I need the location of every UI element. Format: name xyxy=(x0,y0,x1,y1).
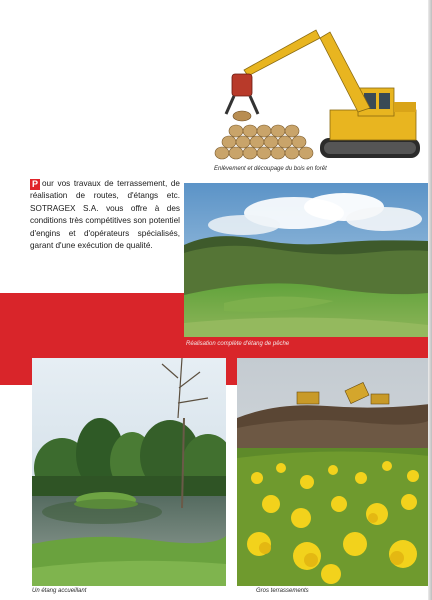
pond-caption: Un étang accueillant xyxy=(32,588,87,594)
intro-paragraph xyxy=(30,178,180,252)
excavator-photo xyxy=(208,18,426,166)
earthworks-photo xyxy=(237,358,430,586)
page-binding-shadow xyxy=(428,0,432,600)
pond-photo xyxy=(32,358,226,586)
field-caption: Réalisation complète d'étang de pêche xyxy=(186,341,290,347)
intro-dropcap: P xyxy=(31,179,38,189)
excavator-illustration xyxy=(208,18,426,166)
pond-landscape xyxy=(32,358,226,586)
field-landscape xyxy=(184,183,428,337)
intro-text: our vos travaux de terrassement, de réalisation de routes, d'étangs etc. SOTRAGEX S.A. vous offre à des conditions très compétitives son potentiel d'engins et d'opérateurs spécialisés, garant d'une exécution de qualité. xyxy=(30,179,180,251)
earthworks-caption: Gros terrassements xyxy=(256,588,309,594)
field-photo xyxy=(184,183,428,337)
earthworks-landscape xyxy=(237,358,430,586)
excavator-caption: Enlèvement et découpage du bois en forêt xyxy=(214,166,327,172)
